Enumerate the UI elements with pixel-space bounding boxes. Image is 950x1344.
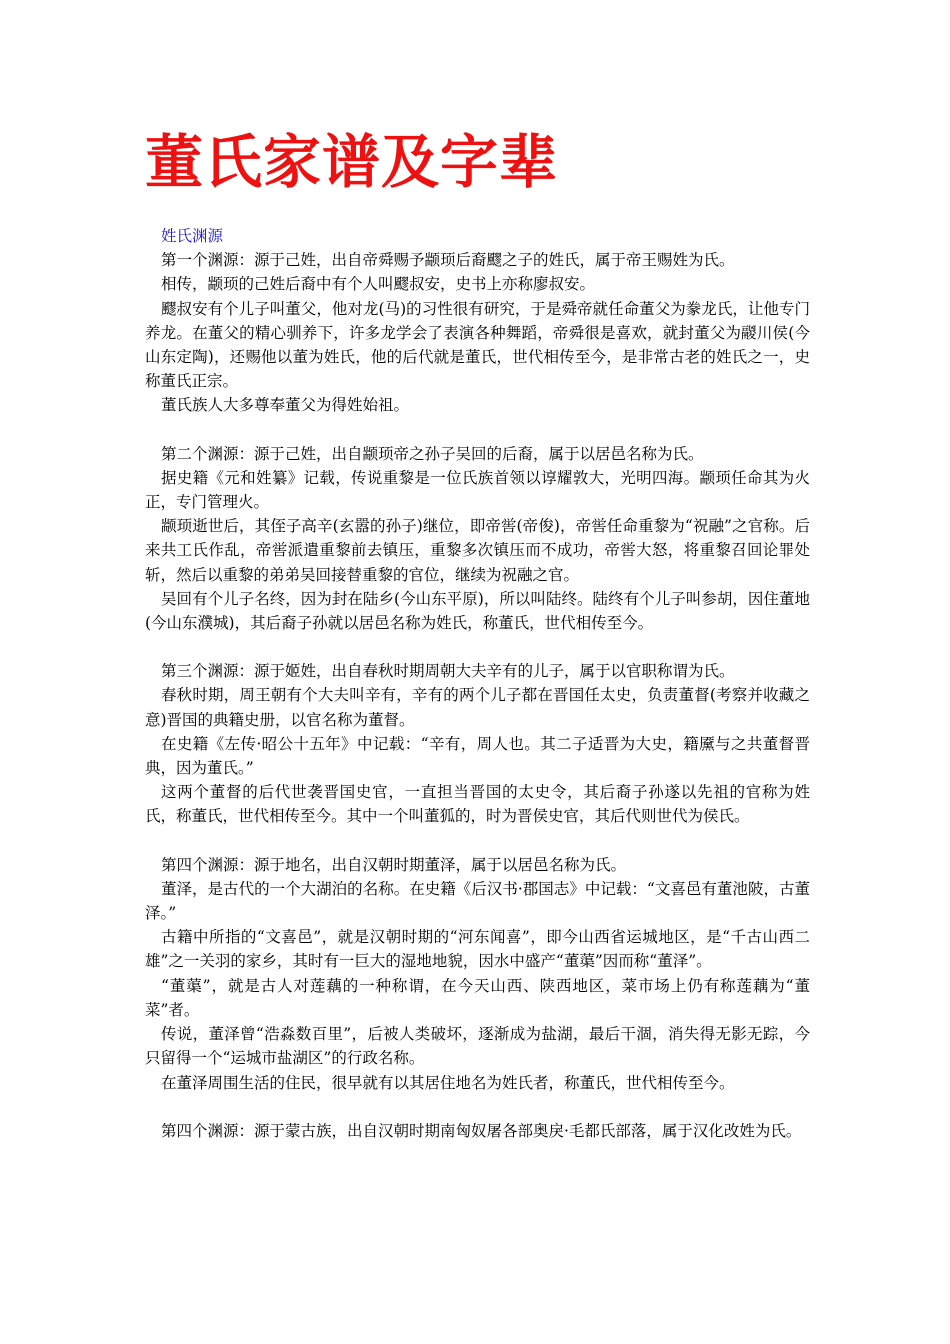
paragraph: 古籍中所指的“文喜邑”，就是汉朝时期的“河东闻喜”，即今山西省运城地区，是“千古山西二雄”之一关羽的家乡，其时有一巨大的湿地地貌，因水中盛产“董蕖”因而称“董泽”。 (145, 928, 810, 971)
paragraph: 第一个渊源：源于己姓，出自帝舜赐予颛顼后裔飂之子的姓氏，属于帝王赐姓为氏。 (161, 251, 735, 270)
paragraph: 传说，董泽曾“浩淼数百里”，后被人类破坏，逐渐成为盐湖，最后干涸，消失得无影无踪，今只留得一个“运城市盐湖区”的行政名称。 (145, 1025, 810, 1068)
document-title: 董氏家谱及字辈 (145, 128, 559, 196)
section-heading: 姓氏渊源 (161, 227, 224, 245)
paragraph: 董氏族人大多尊奉董父为得姓始祖。 (161, 396, 410, 415)
paragraph: 董泽，是古代的一个大湖泊的名称。在史籍《后汉书·郡国志》中记载：“文喜邑有董池陂，古董泽。” (145, 879, 810, 923)
paragraph: 相传，颛顼的己姓后裔中有个人叫飂叔安，史书上亦称廖叔安。 (161, 275, 596, 294)
paragraph: 第二个渊源：源于己姓，出自颛顼帝之孙子吴回的后裔，属于以居邑名称为氏。 (161, 444, 704, 463)
paragraph: 颛顼逝世后，其侄子高辛(玄嚣的孙子)继位，即帝喾(帝俊)，帝喾任命重黎为“祝融”之官称。后来共工氏作乱，帝喾派遣重黎前去镇压，重黎多次镇压而不成功，帝喾大怒，将重黎召回论罪处斩，然后以重黎的弟弟吴回接替重黎的官位，继续为祝融之官。 (145, 517, 810, 584)
paragraph: 在史籍《左传·昭公十五年》中记载：“辛有，周人也。其二子适晋为大史，籍黡与之共董督晋典，因为董氏。” (145, 734, 810, 778)
paragraph: 在董泽周围生活的住民，很早就有以其居住地名为姓氏者，称董氏，世代相传至今。 (161, 1073, 735, 1092)
paragraph: 据史籍《元和姓纂》记载，传说重黎是一位氏族首领以谆耀敦大，光明四海。颛顼任命其为火正，专门管理火。 (145, 468, 810, 512)
paragraph: 飂叔安有个儿子叫董父，他对龙(马)的习性很有研究，于是舜帝就任命董父为豢龙氏，让他专门养龙。在董父的精心驯养下，许多龙学会了表演各种舞蹈，帝舜很是喜欢，就封董父为鬷川侯(今山东定陶)，还赐他以董为姓氏，他的后代就是董氏，世代相传至今，是非常古老的姓氏之一，史称董氏正宗。 (145, 299, 810, 391)
paragraph: 第三个渊源：源于姬姓，出自春秋时期周朝大夫辛有的儿子，属于以官职称谓为氏。 (161, 662, 735, 681)
document-body (145, 224, 810, 1143)
paragraph: 第四个渊源：源于地名，出自汉朝时期董泽，属于以居邑名称为氏。 (161, 855, 627, 874)
paragraph: 这两个董督的后代世袭晋国史官，一直担当晋国的太史令，其后裔子孙遂以先祖的官称为姓氏，称董氏，世代相传至今。其中一个叫董狐的，时为晋侯史官，其后代则世代为侯氏。 (145, 783, 810, 826)
paragraph: 春秋时期，周王朝有个大夫叫辛有，辛有的两个儿子都在晋国任太史，负责董督(考察并收藏之意)晋国的典籍史册，以官名称为董督。 (145, 686, 810, 729)
paragraph: “董蕖”，就是古人对莲藕的一种称谓，在今天山西、陕西地区，菜市场上仍有称莲藕为“董菜”者。 (145, 976, 810, 1019)
paragraph: 第四个渊源：源于蒙古族，出自汉朝时期南匈奴屠各部奥戾·毛都氏部落，属于汉化改姓为氏。 (161, 1121, 802, 1140)
paragraph: 吴回有个儿子名终，因为封在陆乡(今山东平原)，所以叫陆终。陆终有个儿子叫参胡，因住董地(今山东濮城)，其后裔子孙就以居邑名称为姓氏，称董氏，世代相传至今。 (145, 589, 810, 633)
